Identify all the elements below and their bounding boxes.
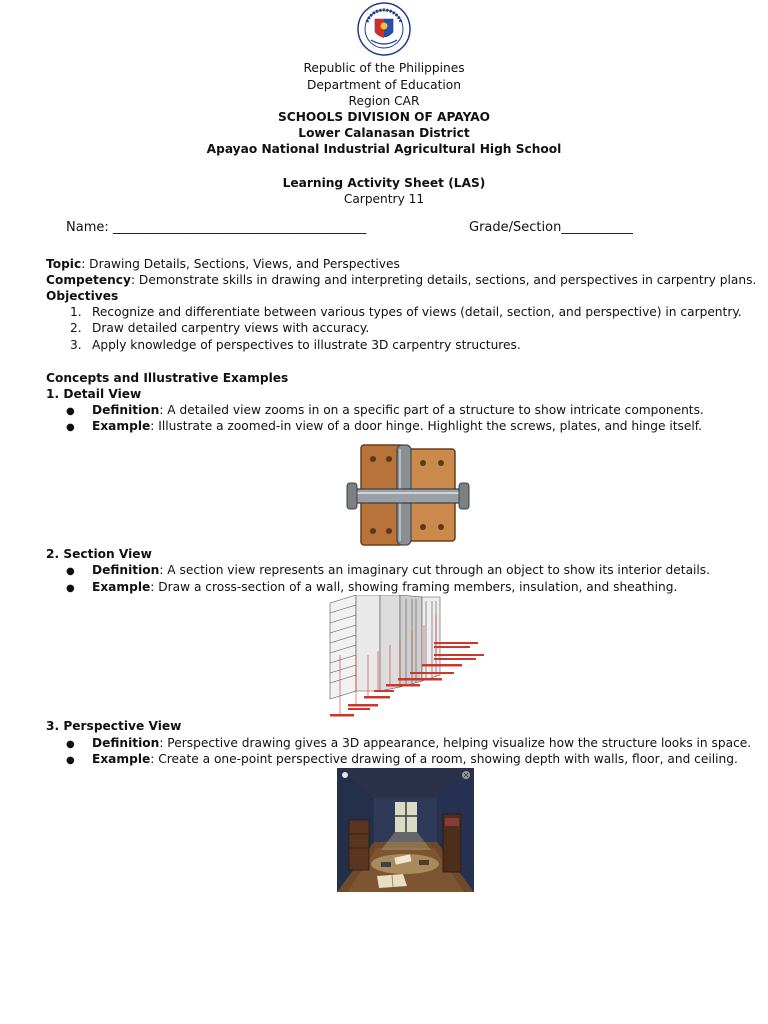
example-text: : Create a one-point perspective drawing of a room, showing depth with walls, floor, and ceiling. [150,752,738,766]
sheet-title: Learning Activity Sheet (LAS) [282,176,486,190]
header-region: Region CAR [348,94,420,108]
subject-title: Carpentry 11 [343,192,425,206]
concepts-heading: Concepts and Illustrative Examples [46,371,289,385]
definition-label: Definition [92,403,160,417]
bullet-icon: ● [66,583,75,594]
objective-number: 1. [70,305,82,319]
header-school: Apayao National Industrial Agricultural High School [206,142,562,156]
objective-item [70,337,521,353]
competency-text: : Demonstrate skills in drawing and interpreting details, sections, and perspectives in carpentry plans. [130,273,757,287]
topic-line [46,256,400,272]
door-hinge-image [345,443,471,547]
bullet-icon: ● [66,566,75,577]
room-perspective-image [337,768,474,892]
topic-label: Topic [46,257,82,271]
bullet-icon: ● [66,755,75,766]
objective-text: Apply knowledge of perspectives to illustrate 3D carpentry structures. [92,338,521,352]
section-title-section: 2. Section View [46,547,152,561]
objective-number: 2. [70,321,82,335]
example-label: Example [92,419,151,433]
bullet-icon: ● [66,739,75,750]
bullet-icon: ● [66,422,75,433]
header-division: SCHOOLS DIVISION OF APAYAO [277,110,491,124]
header-republic: Republic of the Philippines [303,61,465,75]
section-title-detail: 1. Detail View [46,387,142,401]
definition-text: : A section view represents an imaginary cut through an object to show its interior details. [159,563,711,577]
objective-text: Draw detailed carpentry views with accuracy. [92,321,370,335]
definition-text: : A detailed view zooms in on a specific part of a structure to show intricate components. [159,403,704,417]
bullet-definition [66,562,710,580]
section-title-perspective: 3. Perspective View [46,719,182,733]
example-label: Example [92,580,151,594]
header-department: Department of Education [307,78,461,92]
topic-text: : Drawing Details, Sections, Views, and Perspectives [81,257,400,271]
example-label: Example [92,752,151,766]
definition-text: : Perspective drawing gives a 3D appearance, helping visualize how the structure looks in space. [159,736,752,750]
bullet-icon: ● [66,406,75,417]
objective-item [70,304,742,320]
bullet-example [66,418,702,436]
definition-label: Definition [92,563,160,577]
objectives-heading: Objectives [46,289,119,303]
header-district: Lower Calanasan District [298,126,470,140]
competency-label: Competency [46,273,131,287]
objective-item [70,320,369,336]
objective-text: Recognize and differentiate between various types of views (detail, section, and perspective) in carpentry. [92,305,742,319]
objective-number: 3. [70,338,82,352]
competency-line [46,272,756,288]
wall-cross-section-image [326,595,488,720]
example-text: : Illustrate a zoomed-in view of a door hinge. Highlight the screws, plates, and hinge itself. [150,419,703,433]
grade-section-field[interactable]: Grade/Section___________ [469,220,633,235]
definition-label: Definition [92,736,160,750]
deped-seal-icon [357,2,411,56]
example-text: : Draw a cross-section of a wall, showing framing members, insulation, and sheathing. [150,580,678,594]
name-field[interactable]: Name: _______________________________________ [66,220,367,235]
bullet-example [66,751,738,769]
